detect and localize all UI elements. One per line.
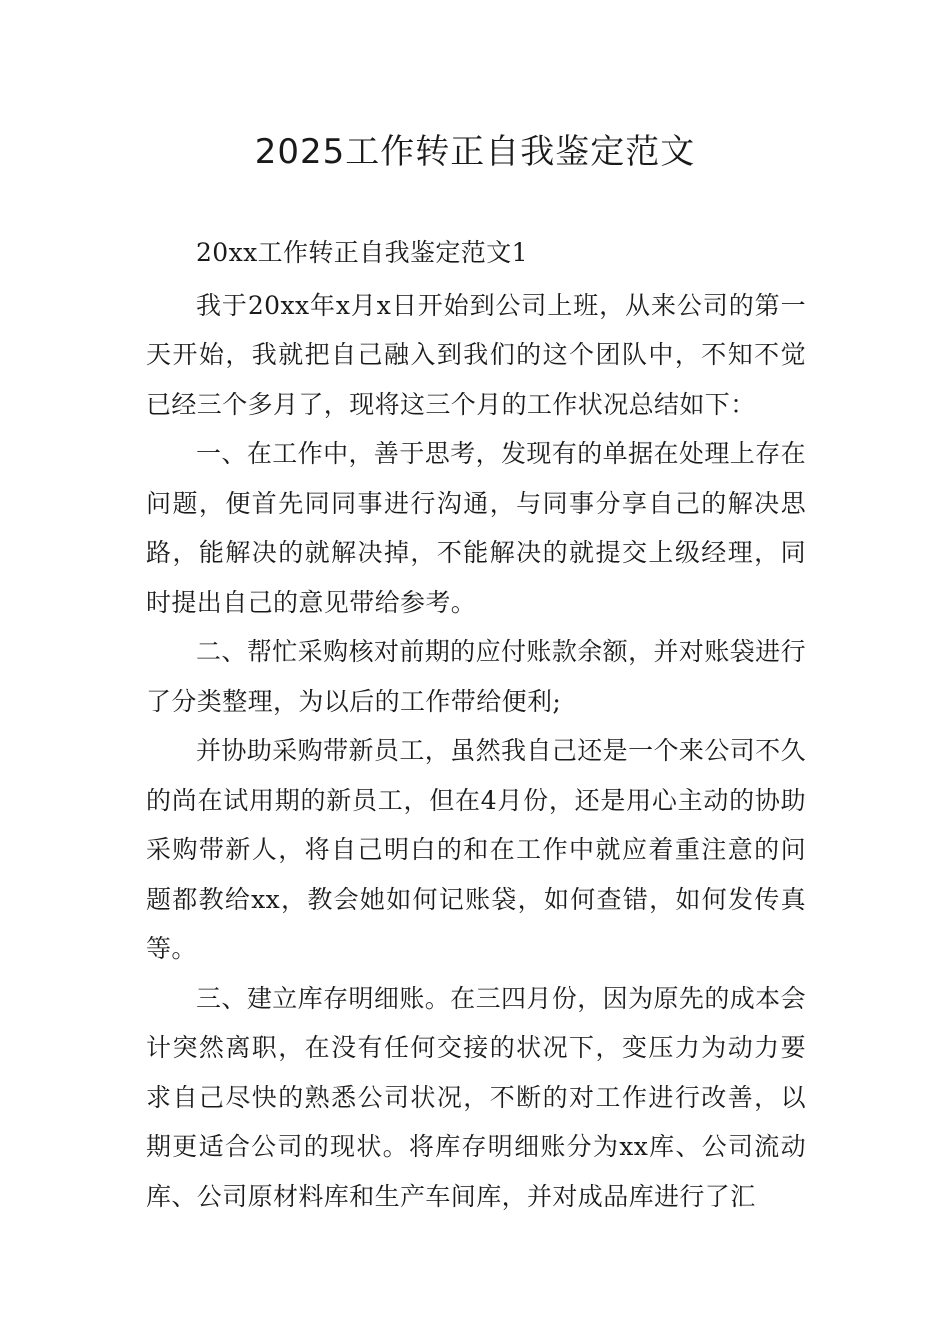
document-body — [146, 228, 806, 1221]
paragraph-point-1: 一、在工作中，善于思考，发现有的单据在处理上存在问题，便首先同同事进行沟通，与同事分享自己的解决思路，能解决的就解决掉，不能解决的就提交上级经理，同时提出自己的意见带给参考。 — [146, 439, 806, 617]
section-heading: 20xx工作转正自我鉴定范文1 — [196, 238, 528, 267]
paragraph-point-2-continued: 并协助采购带新员工，虽然我自己还是一个来公司不久的尚在试用期的新员工，但在4月份，还是用心主动的协助采购带新人，将自己明白的和在工作中就应着重注意的问题都教给xx，教会她如何记账袋，如何查错，如何发传真等。 — [146, 736, 806, 963]
paragraph-point-2: 二、帮忙采购核对前期的应付账款余额，并对账袋进行了分类整理，为以后的工作带给便利; — [146, 637, 806, 716]
paragraph-intro: 我于20xx年x月x日开始到公司上班，从来公司的第一天开始，我就把自己融入到我们的这个团队中，不知不觉已经三个多月了，现将这三个月的工作状况总结如下： — [146, 290, 806, 419]
document-title: 2025工作转正自我鉴定范文 — [254, 132, 696, 172]
paragraph-point-3: 三、建立库存明细账。在三四月份，因为原先的成本会计突然离职，在没有任何交接的状况下，变压力为动力要求自己尽快的熟悉公司状况，不断的对工作进行改善，以期更适合公司的现状。将库存明细账分为xx库、公司流动库、公司原材料库和生产车间库，并对成品库进行了汇 — [146, 983, 806, 1211]
